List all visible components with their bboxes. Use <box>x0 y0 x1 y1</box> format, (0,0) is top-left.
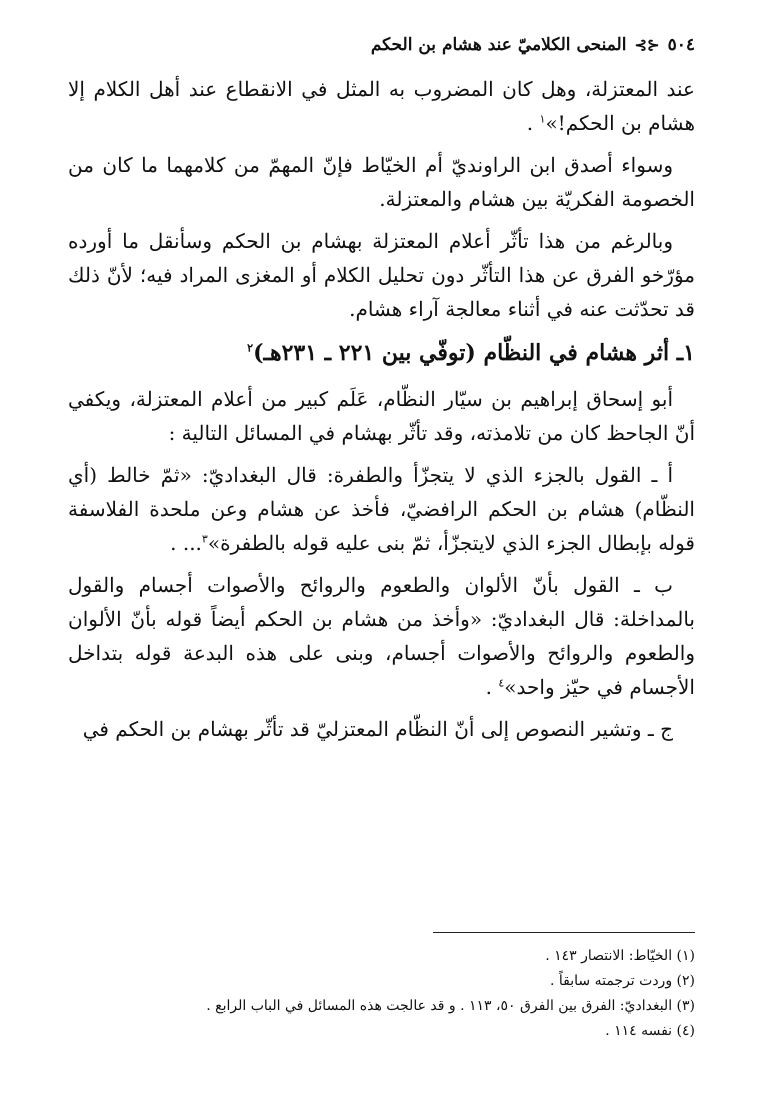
footnote-divider <box>433 932 695 933</box>
footnote-4: (٤) نفسه ١١٤ . <box>605 1023 695 1039</box>
paragraph-3: وبالرغم من هذا تأثّر أعلام المعتزلة بهشام بن الحكم وسأنقل ما أورده مؤرّخو الفرق عن هذا التأثّر دون تحليل الكلام أو المغزى المراد فيه؛ لأنّ ذلك قد تحدّثت عنه في أثناء معالجة آراء هشام. <box>68 229 695 321</box>
item-b-end: . <box>485 675 499 699</box>
section-intro: أبو إسحاق إبراهيم بن سيّار النظّام، عَلَم كبير من أعلام المعتزلة، ويكفي أنّ الجاحظ كان من تلامذته، وقد تأثّر بهشام في المسائل التالية : <box>68 387 695 445</box>
section-heading <box>68 336 695 370</box>
footnote-2: (٢) وردت ترجمته سابقاً . <box>550 973 695 989</box>
footnote-ref-4: ٤ <box>498 676 505 690</box>
footnote-1: (١) الخيّاط: الانتصار ١٤٣ . <box>545 948 695 964</box>
main-text <box>68 72 695 746</box>
paragraph-1-end: . <box>526 111 540 135</box>
footnote-ref-2: ٢ <box>247 341 254 355</box>
item-b-text: ب ـ القول بأنّ الألوان والطعوم والروائح والأصوات أجسام والقول بالمداخلة: قال البغداديّ: «وأخذ من هشام بن الحكم أيضاً قوله بأنّ الألوان والطعوم والروائح والأصوات أجسام، وبنى على هذه البدعة قوله بتداخل الأجسام في حيّز واحد» <box>68 573 695 699</box>
header-ornament: ⊰⊱ <box>634 36 660 54</box>
page-number: ٥٠٤ <box>667 35 695 55</box>
paragraph-2: وسواء أصدق ابن الراونديّ أم الخيّاط فإنّ المهمّ من كلامهما ما كان من الخصومة الفكريّة بين هشام والمعتزلة. <box>68 153 695 211</box>
paragraph-1-text: عند المعتزلة، وهل كان المضروب به المثل في الانقطاع عند أهل الكلام إلا هشام بن الحكم!» <box>68 77 695 135</box>
item-a-end: ... . <box>170 531 202 555</box>
paragraph-1 <box>68 72 695 140</box>
footnote-ref-3: ٣ <box>201 532 208 546</box>
running-title: المنحى الكلاميّ عند هشام بن الحكم <box>370 35 627 55</box>
footnote-3: (٣) البغداديّ: الفرق بين الفرق ٥٠، ١١٣ . و قد عالجت هذه المسائل في الباب الرابع . <box>206 998 695 1014</box>
section-heading-text: ١ـ أثر هشام في النظّام (توفّي بين ٢٢١ ـ ٢٣١هـ) <box>253 340 695 366</box>
item-b <box>68 568 695 704</box>
footnotes <box>68 944 695 1044</box>
running-header <box>68 30 695 60</box>
item-a-text: أ ـ القول بالجزء الذي لا يتجزّأ والطفرة: قال البغداديّ: «ثمّ خالط (أي النظّام) هشام بن الحكم الرافضيّ، فأخذ عن هشام وعن ملحدة الفلاسفة قوله بإبطال الجزء الذي لايتجزّأ، ثمّ بنى عليه قوله بالطفرة» <box>68 463 695 555</box>
footnote-ref-1: ١ <box>539 112 546 126</box>
item-a <box>68 458 695 560</box>
item-c: ج ـ وتشير النصوص إلى أنّ النظّام المعتزليّ قد تأثّر بهشام بن الحكم في <box>82 717 673 741</box>
